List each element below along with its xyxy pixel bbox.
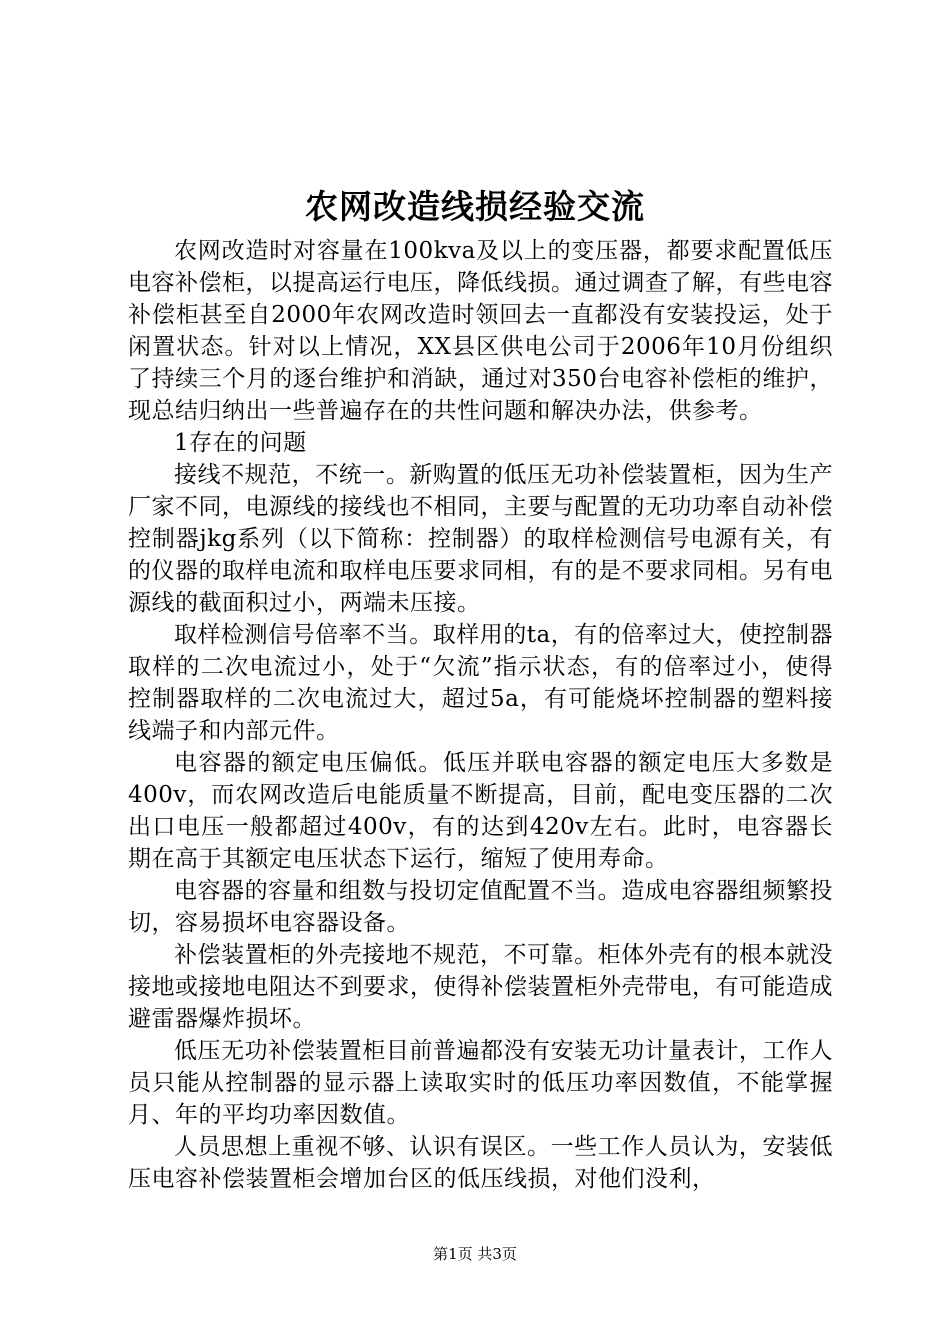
page-footer: 第1页 共3页	[433, 1245, 517, 1263]
paragraph-rated-voltage: 电容器的额定电压偏低。低压并联电容器的额定电压大多数是400v，而农网改造后电能质量不断提高，目前，配电变压器的二次出口电压一般都超过400v，有的达到420v左右。此时，电容器长期在高于其额定电压状态下运行，缩短了使用寿命。	[128, 750, 833, 872]
document-body	[128, 235, 833, 1195]
paragraph-grounding: 补偿装置柜的外壳接地不规范，不可靠。柜体外壳有的根本就没接地或接地电阻达不到要求，使得补偿装置柜外壳带电，有可能造成避雷器爆炸损坏。	[128, 942, 833, 1032]
paragraph-awareness: 人员思想上重视不够、认识有误区。一些工作人员认为，安装低压电容补偿装置柜会增加台区的低压线损，对他们没利，	[128, 1134, 833, 1192]
paragraph-metering: 低压无功补偿装置柜目前普遍都没有安装无功计量表计，工作人员只能从控制器的显示器上读取实时的低压功率因数值，不能掌握月、年的平均功率因数值。	[128, 1038, 833, 1128]
paragraph-capacity-config: 电容器的容量和组数与投切定值配置不当。造成电容器组频繁投切，容易损坏电容器设备。	[128, 878, 833, 936]
document-title: 农网改造线损经验交流	[305, 187, 645, 226]
paragraph-wiring: 接线不规范，不统一。新购置的低压无功补偿装置柜，因为生产厂家不同，电源线的接线也不相同，主要与配置的无功功率自动补偿控制器jkg系列（以下简称：控制器）的取样检测信号电源有关，有的仪器的取样电流和取样电压要求同相，有的是不要求同相。另有电源线的截面积过小，两端未压接。	[128, 462, 833, 616]
section-heading: 1存在的问题	[174, 430, 307, 456]
paragraph-intro: 农网改造时对容量在100kva及以上的变压器，都要求配置低压电容补偿柜，以提高运行电压，降低线损。通过调查了解，有些电容补偿柜甚至自2000年农网改造时领回去一直都没有安装投运，处于闲置状态。针对以上情况，XX县区供电公司于2006年10月份组织了持续三个月的逐台维护和消缺，通过对350台电容补偿柜的维护，现总结归纳出一些普遍存在的共性问题和解决办法，供参考。	[128, 238, 833, 424]
paragraph-sampling-ratio: 取样检测信号倍率不当。取样用的ta，有的倍率过大，使控制器取样的二次电流过小，处于“欠流”指示状态，有的倍率过小，使得控制器取样的二次电流过大，超过5a，有可能烧坏控制器的塑料接线端子和内部元件。	[128, 622, 833, 744]
